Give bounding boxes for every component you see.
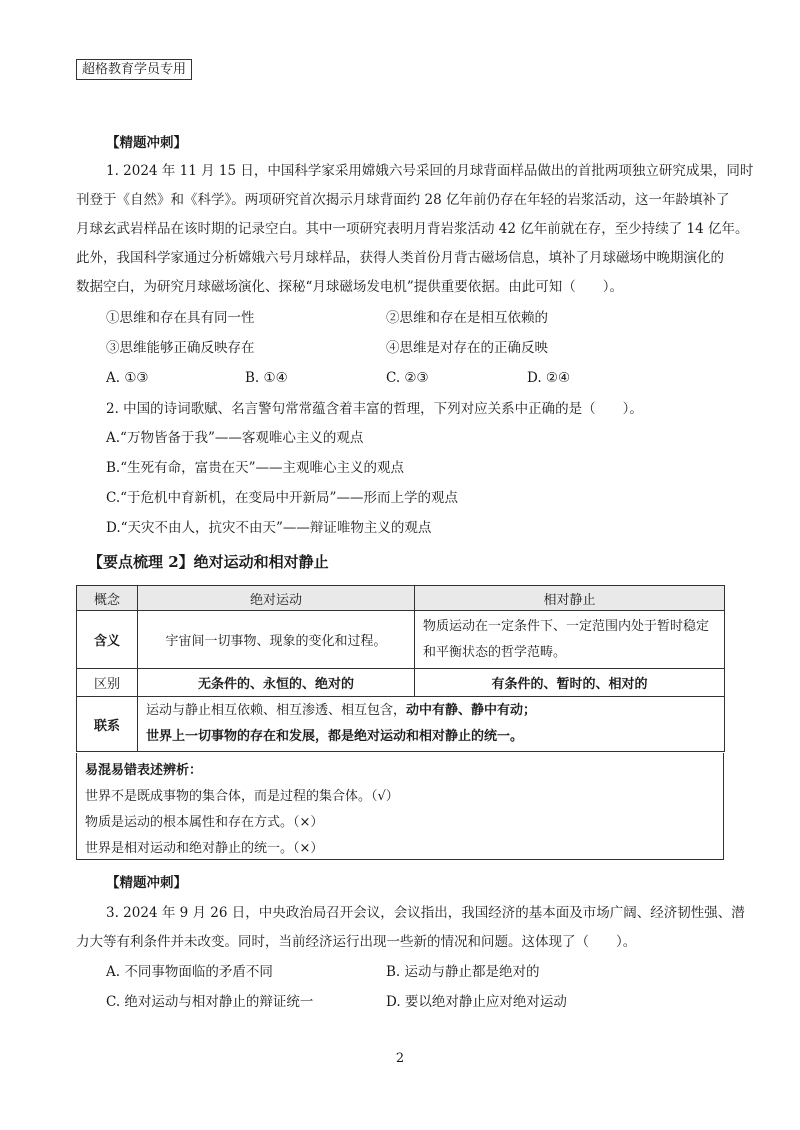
statement-4: ④思维是对存在的正确反映 [386,340,548,356]
question-1-line: 月球玄武岩样品在该时期的记录空白。其中一项研究表明月背岩浆活动 42 亿年前就在存，至少持续了 14 亿年。 [76,221,749,237]
error-analysis-title: 易混易错表述辨析： [85,763,203,778]
error-analysis-item: 物质是运动的根本属性和存在方式。（×） [85,815,324,830]
question-2-stem: 2. 中国的诗词歌赋、名言警句常常蕴含着丰富的哲理，下列对应关系中正确的是（ ）。 [106,401,643,417]
question-3-option-d: D. 要以绝对静止应对绝对运动 [386,994,567,1010]
choice-d: D. ②④ [527,370,571,386]
statement-1: ①思维和存在具有同一性 [106,310,255,326]
header-concept: 概念 [77,586,138,611]
choice-b: B. ①④ [245,370,288,386]
row-label-meaning: 含义 [77,611,138,669]
error-analysis-box [76,753,724,860]
row-label-difference: 区别 [77,669,138,697]
question-2-option-a: A.“万物皆备于我”——客观唯心主义的观点 [106,430,364,446]
question-1-line: 1. 2024 年 11 月 15 日，中国科学家采用嫦娥六号采回的月球背面样品做出的首批两项独立研究成果，同时 [106,163,754,179]
meaning-absolute: 宇宙间一切事物、现象的变化和过程。 [138,611,415,669]
difference-absolute: 无条件的、永恒的、绝对的 [138,669,415,697]
question-3-option-b: B. 运动与静止都是绝对的 [386,964,540,980]
meaning-relative-line: 物质运动在一定条件下、一定范围内处于暂时稳定 [423,618,710,634]
table-row-meaning [77,611,725,669]
relation-content [138,697,725,752]
key-points-title: 【要点梳理 2】绝对运动和相对静止 [88,553,329,571]
question-1-line: 数据空白，为研究月球磁场演化、探秘“月球磁场发电机”提供重要依据。由此可知（ ）。 [76,279,624,295]
question-3-option-c: C. 绝对运动与相对静止的辩证统一 [106,994,314,1010]
meaning-relative [415,611,725,669]
relation-line-1-emphasis: 动中有静、静中有动； [406,703,537,718]
error-analysis-item: 世界不是既成事物的集合体，而是过程的集合体。（√） [85,789,399,804]
header-tag: 超格教育学员专用 [76,59,192,80]
relation-line-2: 世界上一切事物的存在和发展，都是绝对运动和相对静止的统一。 [146,729,524,744]
choice-c: C. ②③ [386,370,429,386]
section-title: 【精题冲刺】 [106,135,187,151]
difference-relative: 有条件的、暂时的、相对的 [415,669,725,697]
page-number: 2 [395,1051,405,1066]
error-analysis-item: 世界是相对运动和绝对静止的统一。（×） [85,841,324,856]
table-row-relation [77,697,725,752]
choice-a: A. ①③ [106,370,149,386]
question-3-line: 3. 2024 年 9 月 26 日，中央政治局召开会议，会议指出，我国经济的基本面及市场广阔、经济韧性强、潜 [106,905,745,921]
question-2-option-d: D.“天灾不由人，抗灾不由天”——辩证唯物主义的观点 [106,520,432,536]
header-absolute-motion: 绝对运动 [138,586,415,611]
row-label-relation: 联系 [77,697,138,752]
question-1-line: 此外，我国科学家通过分析嫦娥六号月球样品，获得人类首份月背古磁场信息，填补了月球磁场中晚期演化的 [76,250,724,266]
table-row-difference [77,669,725,697]
question-2-option-c: C.“于危机中育新机，在变局中开新局”——形而上学的观点 [106,490,458,506]
meaning-relative-line: 和平衡状态的哲学范畴。 [423,644,567,660]
question-3-option-a: A. 不同事物面临的矛盾不同 [106,964,273,980]
statement-2: ②思维和存在是相互依赖的 [386,310,548,326]
statement-3: ③思维能够正确反映存在 [106,340,255,356]
header-relative-rest: 相对静止 [415,586,725,611]
table-header-row [77,586,725,611]
question-2-option-b: B.“生死有命，富贵在天”——主观唯心主义的观点 [106,460,405,476]
concept-table [76,585,725,752]
question-3-line: 力大等有利条件并未改变。同时，当前经济运行出现一些新的情况和问题。这体现了（ ）。 [76,934,637,950]
section-title: 【精题冲刺】 [106,875,187,891]
relation-line-1: 运动与静止相互依赖、相互渗透、相互包含， [146,703,407,718]
question-1-line: 刊登于《自然》和《科学》。两项研究首次揭示月球背面约 28 亿年前仍存在年轻的岩浆活动，这一年龄填补了 [76,192,730,208]
